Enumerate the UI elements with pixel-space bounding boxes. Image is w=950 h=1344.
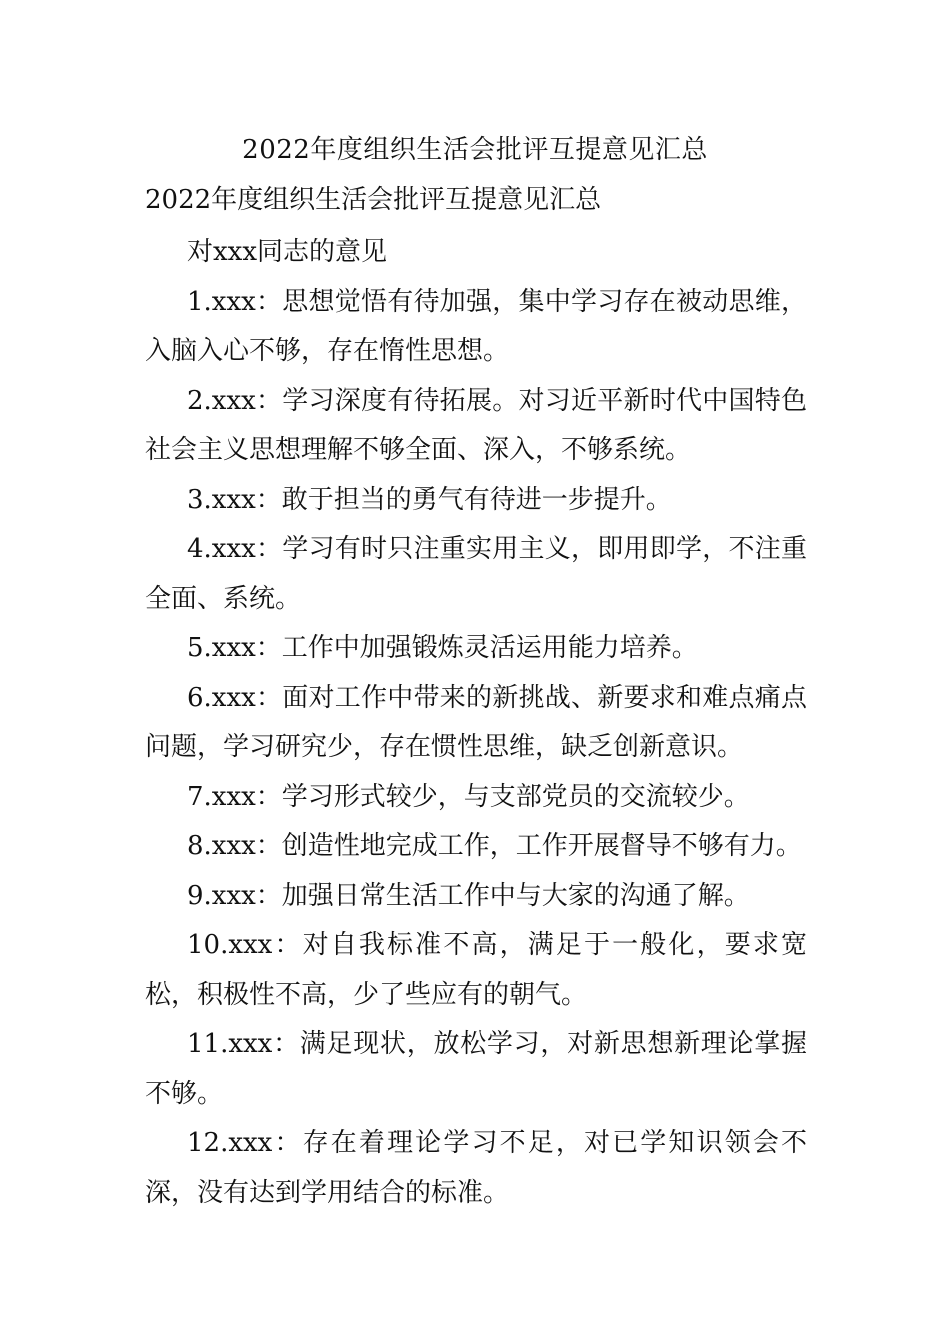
opinion-item-10: 10.xxx：对自我标准不高，满足于一般化，要求宽松，积极性不高，少了些应有的朝气。 xyxy=(145,930,807,1010)
opinion-item-4: 4.xxx：学习有时只注重实用主义，即用即学，不注重全面、系统。 xyxy=(145,534,807,614)
opinion-item-9: 9.xxx：加强日常生活工作中与大家的沟通了解。 xyxy=(187,880,750,911)
document-subtitle: 2022年度组织生活会批评互提意见汇总 xyxy=(145,185,602,215)
opinion-item-8: 8.xxx：创造性地完成工作，工作开展督导不够有力。 xyxy=(187,831,802,861)
document-body xyxy=(145,228,807,1218)
opinion-item-3: 3.xxx：敢于担当的勇气有待进一步提升。 xyxy=(187,484,672,515)
opinion-item-12: 12.xxx：存在着理论学习不足，对已学知识领会不深，没有达到学用结合的标准。 xyxy=(145,1128,807,1208)
opinion-item-6: 6.xxx：面对工作中带来的新挑战、新要求和难点痛点问题，学习研究少，存在惯性思维，缺乏创新意识。 xyxy=(145,682,807,762)
opinion-item-11: 11.xxx：满足现状，放松学习，对新思想新理论掌握不够。 xyxy=(145,1029,807,1109)
section-heading: 对xxx同志的意见 xyxy=(187,237,387,267)
opinion-item-2: 2.xxx：学习深度有待拓展。对习近平新时代中国特色社会主义思想理解不够全面、深入，不够系统。 xyxy=(145,385,807,465)
opinion-item-7: 7.xxx：学习形式较少，与支部党员的交流较少。 xyxy=(187,781,750,812)
opinion-item-1: 1.xxx：思想觉悟有待加强，集中学习存在被动思维，入脑入心不够，存在惰性思想。 xyxy=(145,286,807,366)
document-title: 2022年度组织生活会批评互提意见汇总 xyxy=(242,135,708,165)
opinion-item-5: 5.xxx：工作中加强锻炼灵活运用能力培养。 xyxy=(187,633,698,663)
